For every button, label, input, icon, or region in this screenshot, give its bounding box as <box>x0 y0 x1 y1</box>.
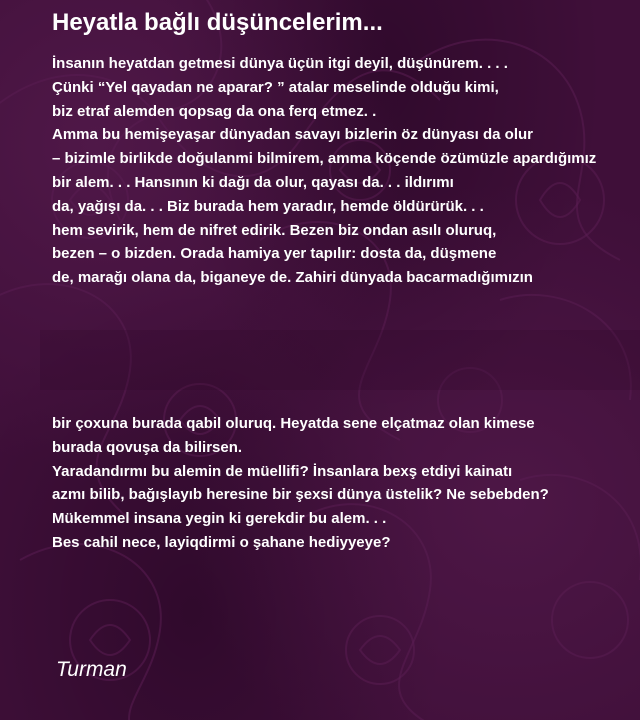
poem-line: Yaradandırmı bu alemin de müellifi? İnsanlara bexş etdiyi kainatı <box>52 462 513 480</box>
poem-line: bezen – o bizden. Orada hamiya yer tapılır: dosta da, düşmene <box>52 245 497 263</box>
poem-line: biz etraf alemden qopsag da ona ferq etmez. . <box>52 102 377 120</box>
poem-line: bir çoxuna burada qabil oluruq. Heyatda sene elçatmaz olan kimese <box>52 415 535 432</box>
poem-line: Çünki “Yel qayadan ne aparar? ” atalar meselinde olduğu kimi, <box>52 78 499 96</box>
poem-line: burada qovuşa da bilirsen. <box>52 438 243 456</box>
poem-line: hem sevirik, hem de nifret edirik. Bezen biz ondan asılı oluruq, <box>52 221 497 239</box>
poem-line: da, yağışı da. . . Biz burada hem yaradır, hemde öldürürük. . . <box>52 197 484 215</box>
poem-line: de, marağı olana da, biganeye de. Zahiri dünyada bacarmadığımızın <box>52 269 533 287</box>
poem-author: Turman <box>56 658 127 681</box>
content-gap <box>40 330 640 390</box>
poem-stanza-1 <box>52 52 632 290</box>
poem-line: azmı bilib, bağışlayıb heresine bir şexsi dünya üstelik? Ne sebebden? <box>52 486 549 504</box>
poem-line: bir alem. . . Hansının ki dağı da olur, qayası da. . . ildırımı <box>52 173 454 191</box>
poem-line: Amma bu hemişeyaşar dünyadan savayı bizlerin öz dünyası da olur <box>52 126 533 144</box>
poem-title: Heyatla bağlı düşüncelerim... <box>52 9 383 36</box>
poem-line: İnsanın heyatdan getmesi dünya üçün itgi deyil, düşünürem. . . . <box>52 55 508 72</box>
poem-line: – bizimle birlikde doğulanmi bilmirem, amma köçende özümüzle apardığımız <box>52 150 597 168</box>
poem-stanza-2 <box>52 412 632 555</box>
poem-line: Bes cahil nece, layiqdirmi o şahane hediyyeye? <box>52 533 391 551</box>
poem-line: Mükemmel insana yegin ki gerekdir bu alem. . . <box>52 510 387 528</box>
